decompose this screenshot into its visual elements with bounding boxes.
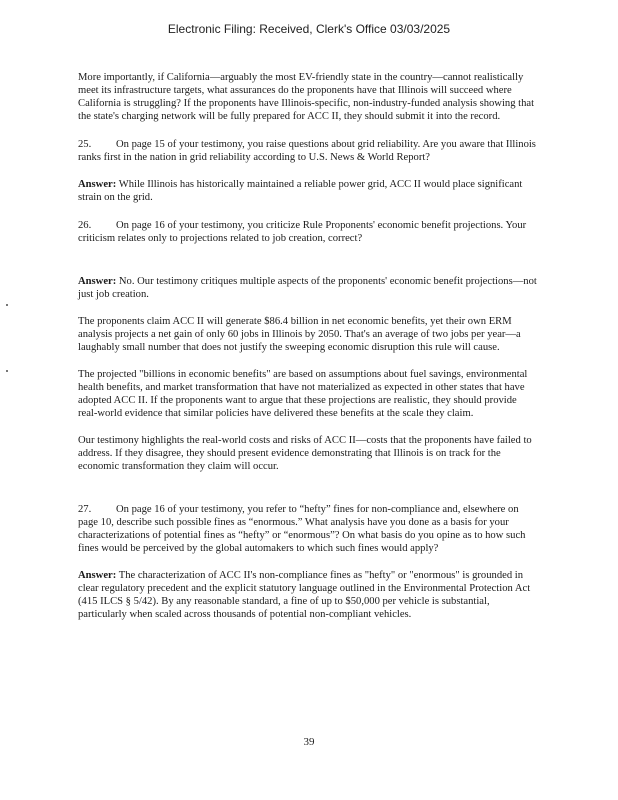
- answer-label: Answer:: [78, 179, 117, 190]
- answer-label: Answer:: [78, 276, 117, 287]
- intro-paragraph: More importantly, if California—arguably the most EV-friendly state in the country—cannot realistically meet its infrastructure targets, what assurances do the proponents have that Illinois will succeed where California is struggling? If the proponents have Illinois-specific, non-industry-funded analysis showing that the state's charging network will be fully prepared for ACC II, they should submit it into the record.: [78, 72, 535, 122]
- question-25: [78, 138, 538, 164]
- answer-26: [78, 275, 538, 301]
- answer-26-paragraph: The proponents claim ACC II will generate $86.4 billion in net economic benefits, yet their own ERM analysis projects a net gain of only 60 jobs in Illinois by 2050. That's an average of two jobs per year—a laughably small number that does not justify the sweeping economic disruption this rule will cause.: [78, 316, 521, 353]
- question-number: 26.: [78, 220, 92, 231]
- document-body: [78, 71, 538, 621]
- filing-stamp-header: Electronic Filing: Received, Clerk's Office 03/03/2025: [167, 22, 451, 36]
- page-number: 39: [303, 736, 315, 748]
- answer-26-paragraph: Our testimony highlights the real-world costs and risks of ACC II—costs that the proponents have failed to address. If they disagree, they should present evidence demonstrating that Illinois is on track for the economic transformation they claim will occur.: [78, 435, 532, 472]
- scan-artifact: [6, 370, 8, 372]
- answer-25: [78, 178, 538, 204]
- question-text: On page 16 of your testimony, you refer to “hefty” fines for non-compliance and, elsewhere on page 10, describe such possible fines as “enormous.” What analysis have you done as a basis for your characterizations of potential fines as “hefty” or “enormous”? On what basis do you opine as to how such fines would be perceived by the global automakers to which such fines would apply?: [78, 504, 526, 554]
- answer-text: While Illinois has historically maintained a reliable power grid, ACC II would place significant strain on the grid.: [78, 179, 523, 203]
- question-text: On page 16 of your testimony, you criticize Rule Proponents' economic benefit projections. Your criticism relates only to projections related to job creation, correct?: [78, 220, 527, 244]
- question-number: 27.: [78, 504, 92, 515]
- question-text: On page 15 of your testimony, you raise questions about grid reliability. Are you aware that Illinois ranks first in the nation in grid reliability according to U.S. News & World Report?: [78, 139, 536, 163]
- question-number: 25.: [78, 139, 92, 150]
- answer-text: No. Our testimony critiques multiple aspects of the proponents' economic benefit projections—not just job creation.: [78, 276, 537, 300]
- answer-26-paragraph: The projected "billions in economic benefits" are based on assumptions about fuel savings, environmental health benefits, and market transformation that have not materialized as expected in other states that have adopted ACC II. If the proponents want to argue that these projections are realistic, they should provide real-world evidence that similar policies have delivered these benefits at the scale they claim.: [78, 369, 528, 419]
- answer-27: [78, 569, 538, 621]
- question-26: [78, 219, 538, 245]
- answer-label: Answer:: [78, 570, 117, 581]
- answer-text: The characterization of ACC II's non-compliance fines as "hefty" or "enormous" is grounded in clear regulatory precedent and the explicit statutory language outlined in the Environmental Protection Act (415 ILCS § 5/42). By any reasonable standard, a fine of up to $50,000 per vehicle is substantial, particularly when scaled across thousands of potential non-compliant vehicles.: [78, 570, 531, 620]
- scan-artifact: [6, 304, 8, 306]
- question-27: [78, 503, 538, 555]
